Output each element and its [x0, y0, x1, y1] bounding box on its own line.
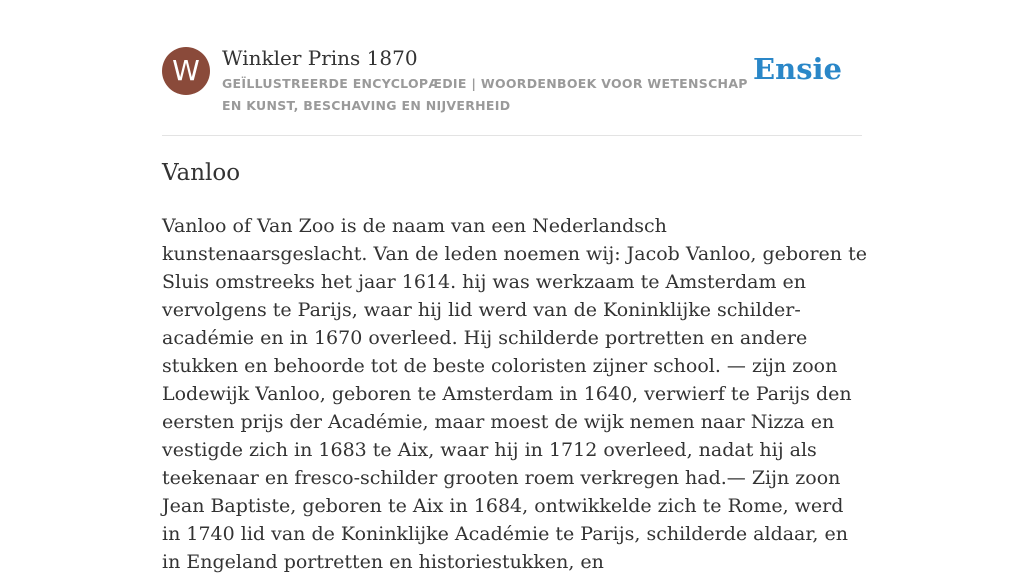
source-subtitle: GEÏLLUSTREERDE ENCYCLOPÆDIE | WOORDENBOEK VOOR WETENSCHAP EN KUNST, BESCHAVING EN NIJVERHEID: [222, 76, 748, 113]
brand-logo[interactable]: Ensie: [753, 52, 842, 86]
source-avatar[interactable]: W: [162, 47, 210, 95]
source-header: [162, 46, 862, 136]
article-title: Vanloo: [162, 160, 241, 186]
article-body: Vanloo of Van Zoo is de naam van een Nederlandsch kunstenaarsgeslacht. Van de leden noemen wij: Jacob Vanloo, geboren te Sluis omstreeks het jaar 1614. hij was werkzaam te Amsterdam en vervolgens te Parijs, waar hij lid werd van de Koninklijke schilder-académie en in 1670 overleed. Hij schilderde portretten en andere stukken en behoorde tot de beste coloristen zijner school. — zijn zoon Lodewijk Vanloo, geboren te Amsterdam in 1640, verwierf te Parijs den eersten prijs der Académie, maar moest de wijk nemen naar Nizza en vestigde zich in 1683 te Aix, waar hij in 1712 overleed, nadat hij als teekenaar en fresco-schilder grooten roem verkregen had.— Zijn zoon Jean Baptiste, geboren te Aix in 1684, ontwikkelde zich te Rome, werd in 1740 lid van de Koninklijke Académie te Parijs, schilderde aldaar, en in Engeland portretten en historiestukken, en: [162, 215, 867, 573]
source-title[interactable]: Winkler Prins 1870: [222, 46, 418, 70]
header-divider: [162, 135, 862, 136]
